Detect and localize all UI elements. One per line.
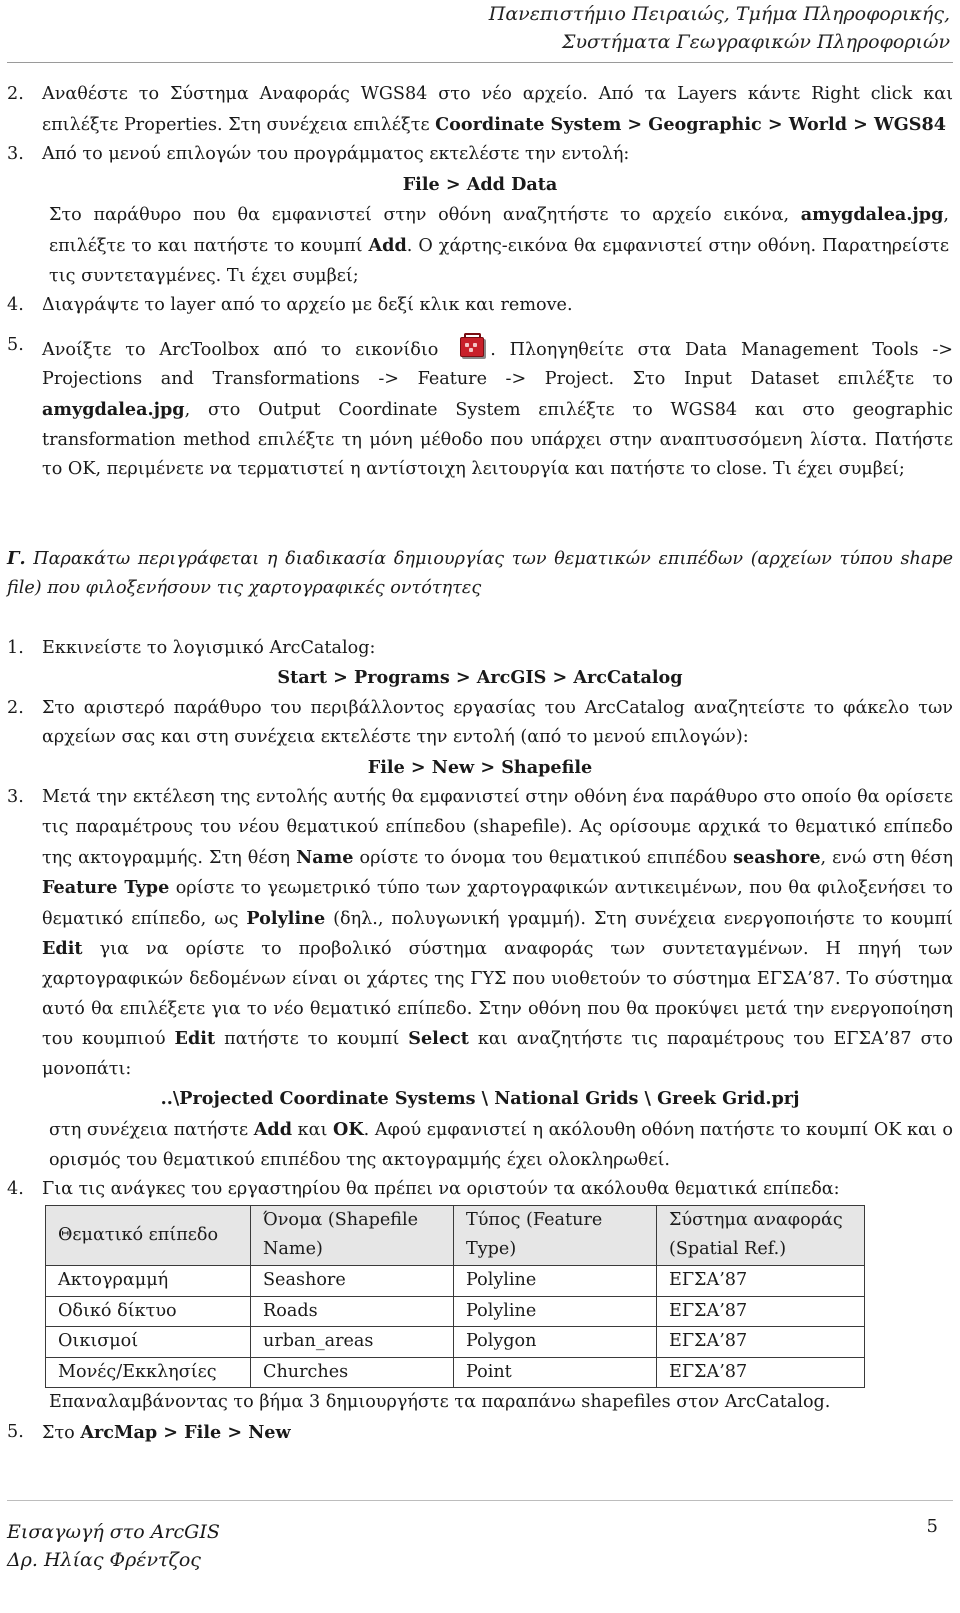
step-text: στη συνέχεια πατήστε: [49, 1120, 254, 1140]
step-number: 5.: [7, 1421, 24, 1442]
section-letter: Γ.: [7, 547, 26, 569]
table-row: [46, 1357, 865, 1388]
step-text: . Αφού εμφανιστεί η ακόλουθη οθόνη πατήστε το κουμπί OK και ο ορισμός του θεματικού επιπέδου της ακτογραμμής έχει ολοκληρωθεί.: [49, 1120, 953, 1170]
table-row: [46, 1296, 865, 1327]
step-text: Εκκινείστε το λογισμικό ArcCatalog:: [42, 637, 376, 658]
step-text: και αναζητήστε τις παραμέτρους του ΕΓΣΑ’87 στο μονοπάτι:: [42, 1029, 953, 1079]
partb-step-4: [7, 291, 953, 321]
step-text: Στο: [42, 1422, 81, 1443]
table-cell: Churches: [251, 1357, 454, 1388]
partc-step-2: [7, 694, 953, 784]
filename-amygdalea: amygdalea.jpg: [800, 204, 944, 226]
section-text: Παρακάτω περιγράφεται η διαδικασία δημιουργίας των θεματικών επιπέδων (αρχείων τύπου shape file) που φιλοξενήσουν τις χαρτογραφικές οντότητες: [7, 548, 953, 599]
table-cell: Seashore: [251, 1265, 454, 1296]
page-number: 5: [926, 1516, 938, 1537]
layer-name-seashore: seashore: [733, 846, 821, 868]
page-header: [489, 0, 950, 56]
step-text: Αναθέστε το Σύστημα Αναφοράς WGS84 στο νέο αρχείο. Από τα Layers κάντε Right click και επιλέξτε Properties. Στη συνέχεια επιλέξτε: [42, 84, 953, 135]
partb-step-5: [7, 331, 953, 485]
table-cell: Ακτογραμμή: [46, 1265, 251, 1296]
table-header-cell: Θεματικό επίπεδο: [46, 1205, 251, 1265]
name-field-ref: Name: [296, 846, 354, 868]
thematic-layers-table: [45, 1205, 865, 1389]
step-text: Μετά την εκτέλεση της εντολής αυτής θα εμφανιστεί στην οθόνη ένα παράθυρο στο οποίο θα ορίσετε τις παραμέτρους του νέου θεματικού επίπεδου (shapefile). Ας ορίσουμε αρχικά το θεματικό επίπεδο της ακτογραμμής. Στη θέση: [42, 787, 953, 868]
table-header-cell: Όνομα (Shapefile Name): [251, 1205, 454, 1265]
partc-step-3: [7, 783, 953, 1175]
step-text: , ενώ στη θέση: [820, 847, 953, 868]
page-footer: [7, 1518, 220, 1574]
step-text: Στο παράθυρο που θα εμφανιστεί στην οθόνη αναζητήστε το αρχείο εικόνα,: [49, 205, 801, 226]
step-number: 2.: [7, 84, 24, 104]
table-cell: Οδικό δίκτυο: [46, 1296, 251, 1327]
table-cell: Μονές/Εκκλησίες: [46, 1357, 251, 1388]
step-text: , επιλέξτε το και πατήστε το κουμπί: [49, 205, 949, 256]
add-button-ref: Add: [368, 234, 407, 256]
step-text: ορίστε το όνομα του θεματικού επιπέδου: [353, 847, 734, 868]
polyline-ref: Polyline: [246, 907, 326, 929]
step-number: 2.: [7, 697, 24, 718]
arcmap-command: ArcMap > File > New: [80, 1421, 291, 1443]
step-number: 4.: [7, 1179, 24, 1200]
toolbox-icon: [456, 331, 486, 361]
partb-step-3: [7, 140, 953, 200]
step-number: 5.: [7, 334, 24, 355]
partb-step-2: [7, 80, 953, 140]
command-start-arccatalog: Start > Programs > ArcGIS > ArcCatalog: [277, 667, 683, 689]
step-text: και: [292, 1120, 334, 1140]
step-number: 3.: [7, 787, 24, 808]
edit-button-ref: Edit: [42, 938, 83, 960]
table-row: [46, 1327, 865, 1358]
table-cell: ΕΓΣΑ’87: [657, 1296, 865, 1327]
header-divider: [7, 62, 953, 63]
footer-course: Εισαγωγή στο ArcGIS: [7, 1521, 220, 1543]
document-body: [7, 80, 953, 1449]
step-number: 3.: [7, 144, 24, 165]
table-row: [46, 1265, 865, 1296]
header-line-1: Πανεπιστήμιο Πειραιώς, Τμήμα Πληροφορικής,: [488, 3, 950, 25]
section-c-intro: [7, 544, 953, 604]
partc-step-4: [7, 1175, 953, 1205]
table-cell: urban_areas: [251, 1327, 454, 1358]
table-cell: ΕΓΣΑ’87: [657, 1327, 865, 1358]
step-text: (δηλ., πολυγωνική γραμμή). Στη συνέχεια ενεργοποιήστε το κουμπί: [325, 908, 953, 929]
step-text: . Ο χάρτης-εικόνα θα εμφανιστεί στην οθόνη. Παρατηρείστε τις συντεταγμένες. Τι έχει συμβεί;: [49, 235, 949, 286]
table-cell: Polyline: [454, 1265, 657, 1296]
step-text: για να ορίστε το προβολικό σύστημα αναφοράς των συντεταγμένων. Η πηγή των χαρτογραφικών δεδομένων είναι οι χάρτες της ΓΥΣ που υιοθετούν το σύστημα ΕΓΣΑ’87. Το σύστημα αυτό θα επιλέξετε για το νέο θεματικό επίπεδο. Στην οθόνη που θα προκύψει μετά την ενεργοποίηση του κουμπιού: [42, 939, 953, 1050]
table-header-cell: Τύπος (Feature Type): [454, 1205, 657, 1265]
footer-divider: [7, 1500, 953, 1501]
table-header-row: [46, 1205, 865, 1265]
table-cell: Οικισμοί: [46, 1327, 251, 1358]
step-text: ορίστε το γεωμετρικό τύπο των χαρτογραφικών αντικειμένων, που θα φιλοξενήσει το θεματικό επίπεδο, ως: [42, 878, 953, 929]
feature-type-ref: Feature Type: [42, 877, 170, 899]
step-text: Από το μενού επιλογών του προγράμματος εκτελέστε την εντολή:: [42, 144, 630, 165]
table-cell: ΕΓΣΑ’87: [657, 1265, 865, 1296]
table-cell: Polyline: [454, 1296, 657, 1327]
step-text: Ανοίξτε το ArcToolbox από το εικονίδιο: [42, 339, 453, 360]
footer-author: Δρ. Ηλίας Φρέντζος: [7, 1549, 201, 1571]
step-continuation: [42, 1115, 953, 1175]
step-text: Στο αριστερό παράθυρο του περιβάλλοντος εργασίας του ArcCatalog αναζητείστε το φάκελο των αρχείων σας και στη συνέχεια εκτελέστε την εντολή (από το μενού επιλογών):: [42, 697, 953, 748]
edit-button-ref: Edit: [174, 1028, 216, 1050]
step-text: Διαγράψτε το layer από το αρχείο με δεξί κλικ και remove.: [42, 295, 573, 316]
partb-step-3-detail: [7, 200, 953, 291]
step-text: . Πλοηγηθείτε στα Data Management Tools -> Projections and Transformations -> Feature -> Project. Στο Input Dataset επιλέξτε το: [42, 339, 953, 390]
ok-button-ref: OK: [333, 1119, 364, 1140]
table-header-cell: Σύστημα αναφοράς (Spatial Ref.): [657, 1205, 865, 1265]
partc-step-1: [7, 634, 953, 694]
projection-file-path: ..\Projected Coordinate Systems \ National Grids \ Greek Grid.prj: [160, 1088, 800, 1110]
partc-step-5: [7, 1418, 953, 1449]
select-button-ref: Select: [408, 1028, 469, 1050]
step-number: 4.: [7, 295, 24, 316]
step-text: πατήστε το κουμπί: [215, 1029, 409, 1050]
table-cell: Point: [454, 1357, 657, 1388]
repeat-instruction: Επαναλαμβάνοντας το βήμα 3 δημιουργήστε τα παραπάνω shapefiles στον ArcCatalog.: [49, 1392, 831, 1413]
step-number: 1.: [7, 637, 24, 658]
step-text: , στο Output Coordinate System επιλέξτε το WGS84 και στο geographic transformation method επιλέξτε τη μόνη μέθοδο που υπάρχει στην αναπτυσσόμενη λίστα. Πατήστε το OK, περιμένετε να τερματιστεί η αντίστοιχη λειτουργία και πατήστε το close. Τι έχει συμβεί;: [42, 399, 953, 480]
table-cell: ΕΓΣΑ’87: [657, 1357, 865, 1388]
coordinate-system-path: Coordinate System > Geographic > World > WGS84: [435, 113, 946, 135]
table-cell: Roads: [251, 1296, 454, 1327]
filename-amygdalea: amygdalea.jpg: [42, 398, 185, 420]
add-button-ref: Add: [253, 1119, 293, 1140]
command-add-data: File > Add Data: [402, 173, 558, 195]
header-line-2: Συστήματα Γεωγραφικών Πληροφοριών: [562, 31, 950, 53]
table-cell: Polygon: [454, 1327, 657, 1358]
step-text: Για τις ανάγκες του εργαστηρίου θα πρέπει να οριστούν τα ακόλουθα θεματικά επίπεδα:: [42, 1179, 840, 1200]
command-new-shapefile: File > New > Shapefile: [367, 756, 593, 778]
